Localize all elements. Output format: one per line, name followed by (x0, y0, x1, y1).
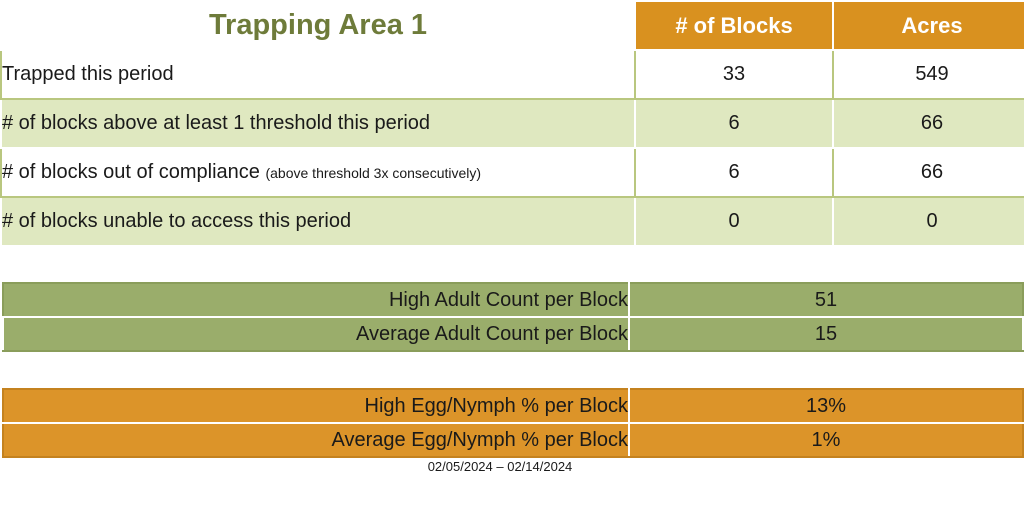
row-value-acres: 0 (833, 197, 1024, 245)
column-header-acres: Acres (833, 1, 1024, 50)
egg-average-label: Average Egg/Nymph % per Block (3, 423, 629, 457)
row-label (1, 197, 635, 245)
row-label-text: Trapped this period (2, 63, 174, 85)
table-row (3, 423, 1023, 457)
trapping-summary-table (0, 0, 1024, 245)
table-row (3, 317, 1023, 351)
row-value-acres: 66 (833, 99, 1024, 148)
page-title: Trapping Area 1 (1, 1, 635, 50)
table-row (1, 99, 1024, 148)
row-value-blocks: 0 (635, 197, 833, 245)
row-label-note: (above threshold 3x consecutively) (265, 165, 482, 181)
date-range-text: 02/05/2024 – 02/14/2024 (427, 459, 573, 474)
adult-high-label: High Adult Count per Block (3, 283, 629, 317)
row-label (1, 99, 635, 148)
egg-average-value: 1% (629, 423, 1023, 457)
row-value-blocks: 6 (635, 148, 833, 197)
row-value-acres: 549 (833, 50, 1024, 99)
adult-average-label: Average Adult Count per Block (3, 317, 629, 351)
date-range (0, 459, 1024, 474)
table-row (1, 50, 1024, 99)
row-value-blocks: 6 (635, 99, 833, 148)
table-row (1, 197, 1024, 245)
column-header-blocks: # of Blocks (635, 1, 833, 50)
egg-nymph-table (2, 388, 1024, 458)
row-value-acres: 66 (833, 148, 1024, 197)
row-label-text: # of blocks above at least 1 threshold this period (2, 112, 431, 134)
adult-high-value: 51 (629, 283, 1023, 317)
row-label (1, 50, 635, 99)
adult-average-value: 15 (629, 317, 1023, 351)
egg-high-label: High Egg/Nymph % per Block (3, 389, 629, 423)
table-row (3, 283, 1023, 317)
table-row (1, 148, 1024, 197)
table-row (3, 389, 1023, 423)
egg-high-value: 13% (629, 389, 1023, 423)
table-header-row (1, 1, 1024, 50)
row-label (1, 148, 635, 197)
row-label-text: # of blocks out of compliance (2, 161, 260, 183)
row-label-text: # of blocks unable to access this period (2, 210, 352, 232)
adult-count-table (2, 282, 1024, 352)
row-value-blocks: 33 (635, 50, 833, 99)
